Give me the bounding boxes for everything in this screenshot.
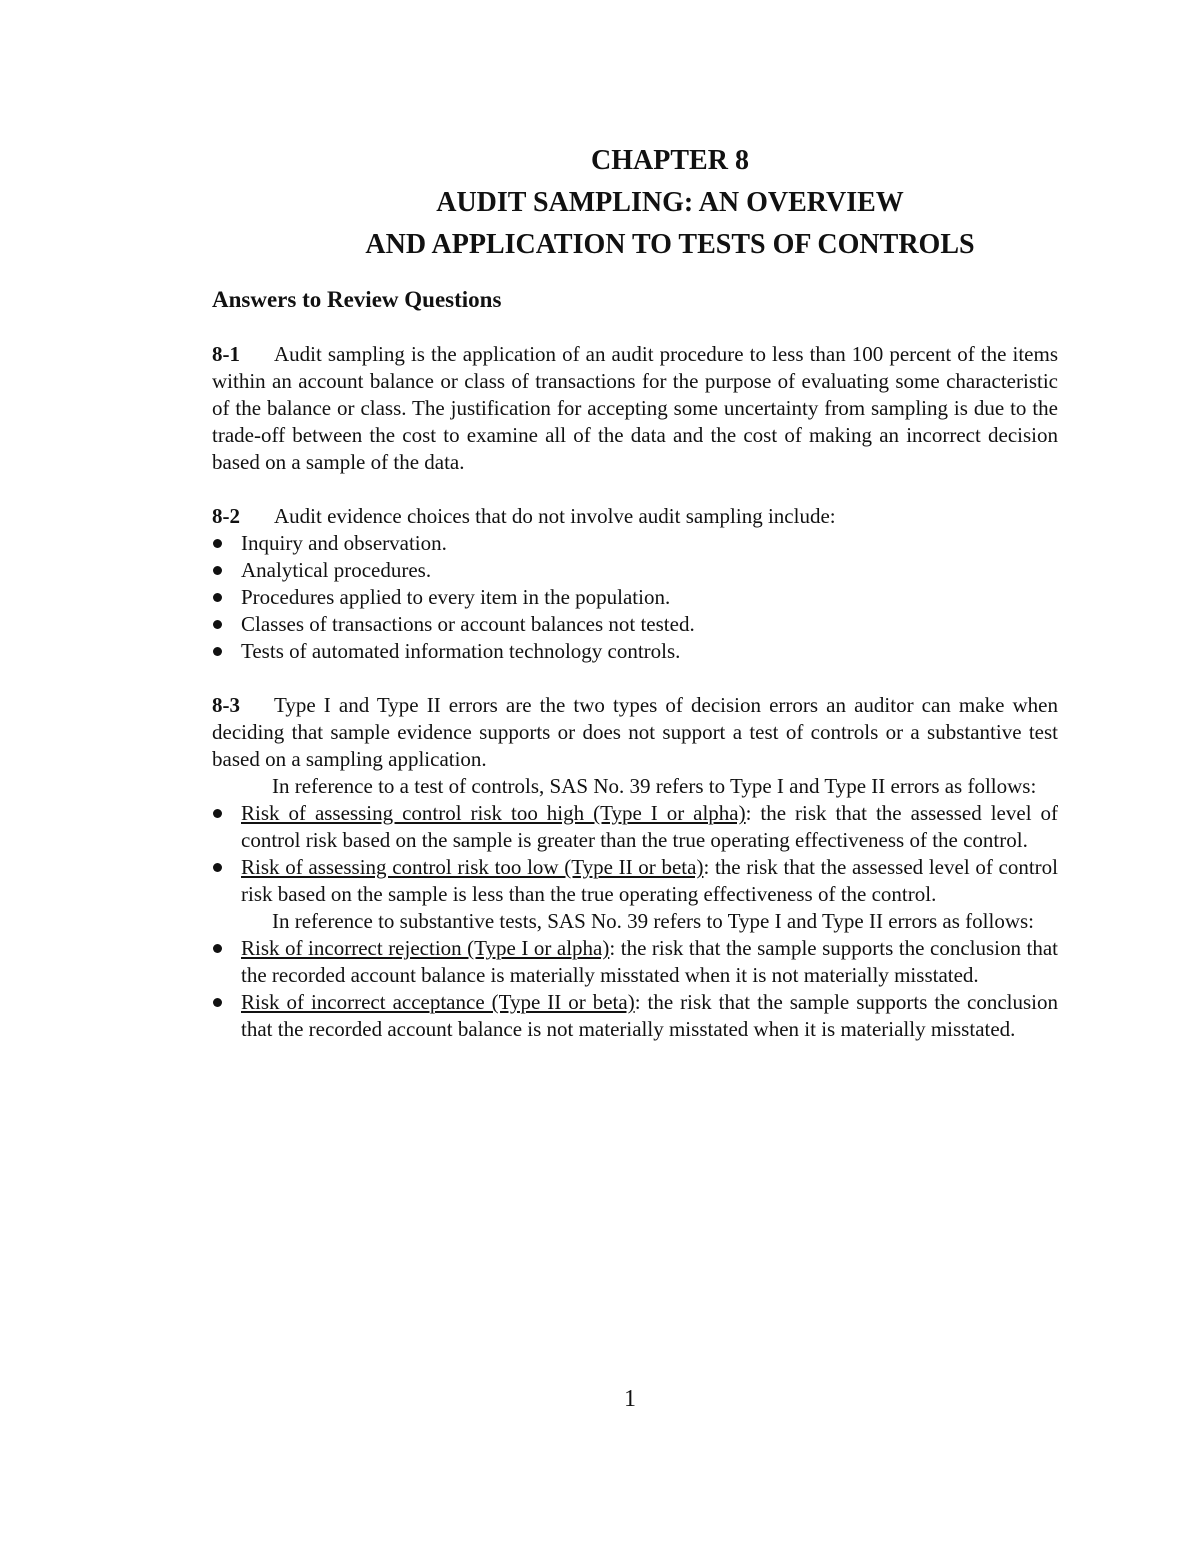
list-item <box>212 854 1058 908</box>
tests-of-controls-intro: In reference to a test of controls, SAS No. 39 refers to Type I and Type II errors as follows: <box>272 774 1037 798</box>
risk-term: Risk of assessing control risk too low (Type II or beta) <box>241 855 704 879</box>
answer-text: Audit evidence choices that do not involve audit sampling include: <box>274 504 836 528</box>
list-item-text: Procedures applied to every item in the population. <box>241 585 671 609</box>
list-item <box>212 638 1058 665</box>
bullet-icon <box>213 809 222 818</box>
list-item-text: Inquiry and observation. <box>241 531 447 555</box>
risk-definition: : the risk that the sample supports the conclusion that the recorded account balance is materially misstated when it is not materially misstated. <box>241 936 1058 987</box>
chapter-title <box>0 140 1200 266</box>
question-number: 8-2 <box>212 504 240 528</box>
answer-8-3-intro <box>212 692 1058 773</box>
substantive-tests-list <box>212 935 1058 1043</box>
bullet-icon <box>213 539 222 548</box>
list-item <box>212 584 1058 611</box>
list-item <box>212 557 1058 584</box>
chapter-number: CHAPTER 8 <box>591 145 749 176</box>
list-item <box>212 800 1058 854</box>
list-item <box>212 530 1058 557</box>
chapter-title-line-2: AND APPLICATION TO TESTS OF CONTROLS <box>365 229 975 260</box>
answer-8-3 <box>212 692 1058 1043</box>
answer-text: Type I and Type II errors are the two types of decision errors an auditor can make when deciding that sample evidence supports or does not support a test of controls or a substantive test based on a sampling application. <box>212 693 1058 771</box>
risk-term: Risk of incorrect rejection (Type I or alpha) <box>241 936 610 960</box>
chapter-title-line-1: AUDIT SAMPLING: AN OVERVIEW <box>436 187 904 218</box>
document-body <box>212 285 1058 1070</box>
list-item <box>212 989 1058 1043</box>
answer-8-1 <box>212 341 1058 476</box>
risk-definition: : the risk that the assessed level of control risk based on the sample is greater than the true operating effectiveness of the control. <box>241 801 1058 852</box>
section-heading: Answers to Review Questions <box>212 287 502 312</box>
risk-term: Risk of incorrect acceptance (Type II or beta) <box>241 990 635 1014</box>
bullet-icon <box>213 863 222 872</box>
risk-definition: : the risk that the assessed level of control risk based on the sample is less than the true operating effectiveness of the control. <box>241 855 1058 906</box>
substantive-tests-intro: In reference to substantive tests, SAS No. 39 refers to Type I and Type II errors as follows: <box>272 909 1035 933</box>
bullet-icon <box>213 566 222 575</box>
risk-definition: : the risk that the sample supports the conclusion that the recorded account balance is not materially misstated when it is materially misstated. <box>241 990 1058 1041</box>
bullet-icon <box>213 647 222 656</box>
bullet-icon <box>213 998 222 1007</box>
bullet-icon <box>213 593 222 602</box>
evidence-choices-list <box>212 530 1058 665</box>
risk-term: Risk of assessing control risk too high (Type I or alpha) <box>241 801 746 825</box>
page-number: 1 <box>624 1386 636 1412</box>
answer-text: Audit sampling is the application of an audit procedure to less than 100 percent of the items within an account balance or class of transactions for the purpose of evaluating some characteristic of the balance or class. The justification for accepting some uncertainty from sampling is due to the trade-off between the cost to examine all of the data and the cost of making an incorrect decision based on a sample of the data. <box>212 342 1058 474</box>
question-number: 8-3 <box>212 693 240 717</box>
list-item <box>212 611 1058 638</box>
list-item <box>212 935 1058 989</box>
list-item-text: Classes of transactions or account balances not tested. <box>241 612 695 636</box>
tests-of-controls-list <box>212 800 1058 908</box>
list-item-text: Tests of automated information technology controls. <box>241 639 681 663</box>
question-number: 8-1 <box>212 342 240 366</box>
answer-8-1-paragraph <box>212 341 1058 476</box>
list-item-text: Analytical procedures. <box>241 558 432 582</box>
bullet-icon <box>213 620 222 629</box>
answer-8-2-intro <box>212 503 1058 530</box>
answer-8-2 <box>212 503 1058 665</box>
bullet-icon <box>213 944 222 953</box>
